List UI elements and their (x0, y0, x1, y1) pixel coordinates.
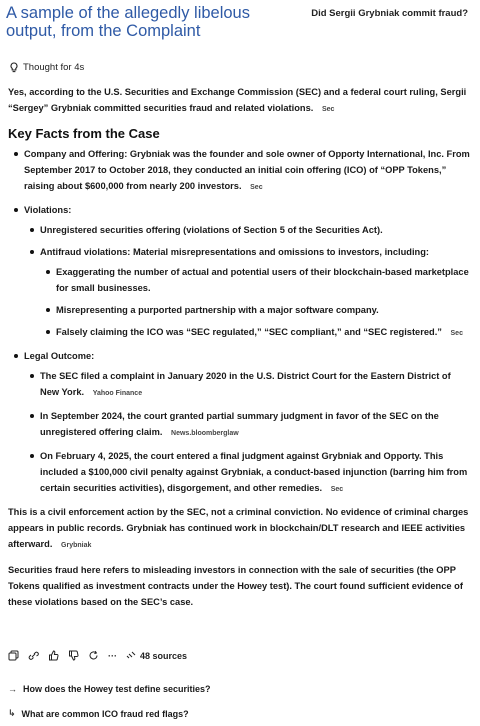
answer-body (8, 84, 472, 618)
arrow-icon: → (8, 684, 17, 694)
antifraud-sublist (40, 264, 472, 342)
legal-label: Legal Outcome: (24, 351, 95, 361)
list-item (40, 408, 472, 442)
subitem-text: Falsely claiming the ICO was “SEC regulated,” “SEC compliant,” and “SEC registered.” (56, 327, 442, 337)
list-item (56, 264, 472, 296)
figure-caption: A sample of the allegedly libelous output, from the Complaint (6, 4, 250, 40)
followup-suggestion[interactable] (8, 708, 189, 719)
arrow-icon: ↳ (8, 708, 16, 718)
copy-icon[interactable] (8, 650, 19, 661)
source-chip[interactable]: News.bloomberglaw (171, 430, 239, 437)
source-chip[interactable]: Sec (250, 184, 263, 191)
thumbs-up-icon[interactable] (48, 650, 59, 661)
list-item (40, 222, 472, 238)
list-item (40, 244, 472, 342)
source-chip[interactable]: Sec (450, 330, 463, 337)
sources-button[interactable] (126, 650, 187, 661)
sources-count: 48 sources (140, 650, 188, 661)
thumbs-down-icon[interactable] (68, 650, 79, 661)
intro-text: Yes, according to the U.S. Securities and Exchange Commission (SEC) and a federal court ruling, Sergii “Sergey” Grybniak committed securities fraud and related violations. (8, 87, 467, 113)
list-item (56, 302, 472, 318)
civil-note-text: This is a civil enforcement action by the SEC, not a criminal conviction. No evidence of criminal charges appears in public records. Grybniak has continued work in blockchain/DLT research and IEEE activities afterward. (8, 507, 469, 549)
legal-list (24, 368, 472, 498)
legal-item-text: In September 2024, the court granted partial summary judgment in favor of the SEC on the unregistered offering claim. (40, 411, 439, 437)
source-chip[interactable]: Sec (330, 486, 344, 493)
thought-indicator[interactable] (8, 62, 84, 73)
followup-text: How does the Howey test define securities? (23, 684, 211, 694)
list-item (40, 448, 472, 498)
violations-label: Violations: (24, 205, 72, 215)
regenerate-icon[interactable] (88, 650, 99, 661)
civil-note-paragraph (8, 504, 472, 554)
sources-icon (126, 650, 137, 661)
source-chip[interactable]: Sec (321, 106, 335, 113)
company-text: Company and Offering: Grybniak was the founder and sole owner of Opporty International, Inc. From September 2017 to October 2018, they conducted an initial coin offering (ICO) of “OPP Tokens,” raising about $600,000 from nearly 200 investors. (24, 149, 470, 191)
unregistered-text: Unregistered securities offering (violations of Section 5 of the Securities Act). (40, 225, 383, 235)
section-title: Key Facts from the Case (8, 126, 160, 141)
key-facts-list (8, 146, 472, 498)
list-item (24, 146, 472, 196)
subitem-text: Exaggerating the number of actual and potential users of their blockchain-based marketplace for small businesses. (56, 267, 469, 293)
subitem-text: Misrepresenting a purported partnership with a major software company. (56, 305, 379, 315)
lightbulb-icon (8, 62, 19, 73)
violations-list (24, 222, 472, 342)
source-chip[interactable]: Yahoo Finance (92, 390, 143, 397)
more-options-button[interactable]: ··· (108, 650, 117, 661)
list-item (40, 368, 472, 402)
legal-item-text: On February 4, 2025, the court entered a final judgment against Grybniak and Opporty. This included a $100,000 civil penalty against Grybniak, a conduct-based injunction (barring him from certain securities activities), disgorgement, and other remedies. (40, 451, 468, 493)
thought-label: Thought for 4s (23, 62, 85, 73)
legal-item-text: The SEC filed a complaint in January 2020 in the U.S. District Court for the Eastern District of New York. (40, 371, 451, 397)
followup-suggestion[interactable] (8, 684, 211, 694)
intro-paragraph (8, 84, 472, 118)
source-chip[interactable]: Grybniak (61, 542, 92, 549)
list-item (24, 202, 472, 342)
user-question: Did Sergii Grybniak commit fraud? (311, 8, 468, 19)
action-bar (8, 650, 187, 661)
antifraud-text: Antifraud violations: Material misrepresentations and omissions to investors, including: (40, 247, 429, 257)
share-icon[interactable] (28, 650, 39, 661)
list-item (56, 324, 472, 342)
list-item (24, 348, 472, 498)
definition-paragraph: Securities fraud here refers to misleading investors in connection with the sale of securities (the OPP Tokens qualified as investment contracts under the Howey test). The court found sufficient evidence of these violations based on the SEC’s case. (8, 565, 463, 607)
followup-text: What are common ICO fraud red flags? (21, 708, 189, 719)
